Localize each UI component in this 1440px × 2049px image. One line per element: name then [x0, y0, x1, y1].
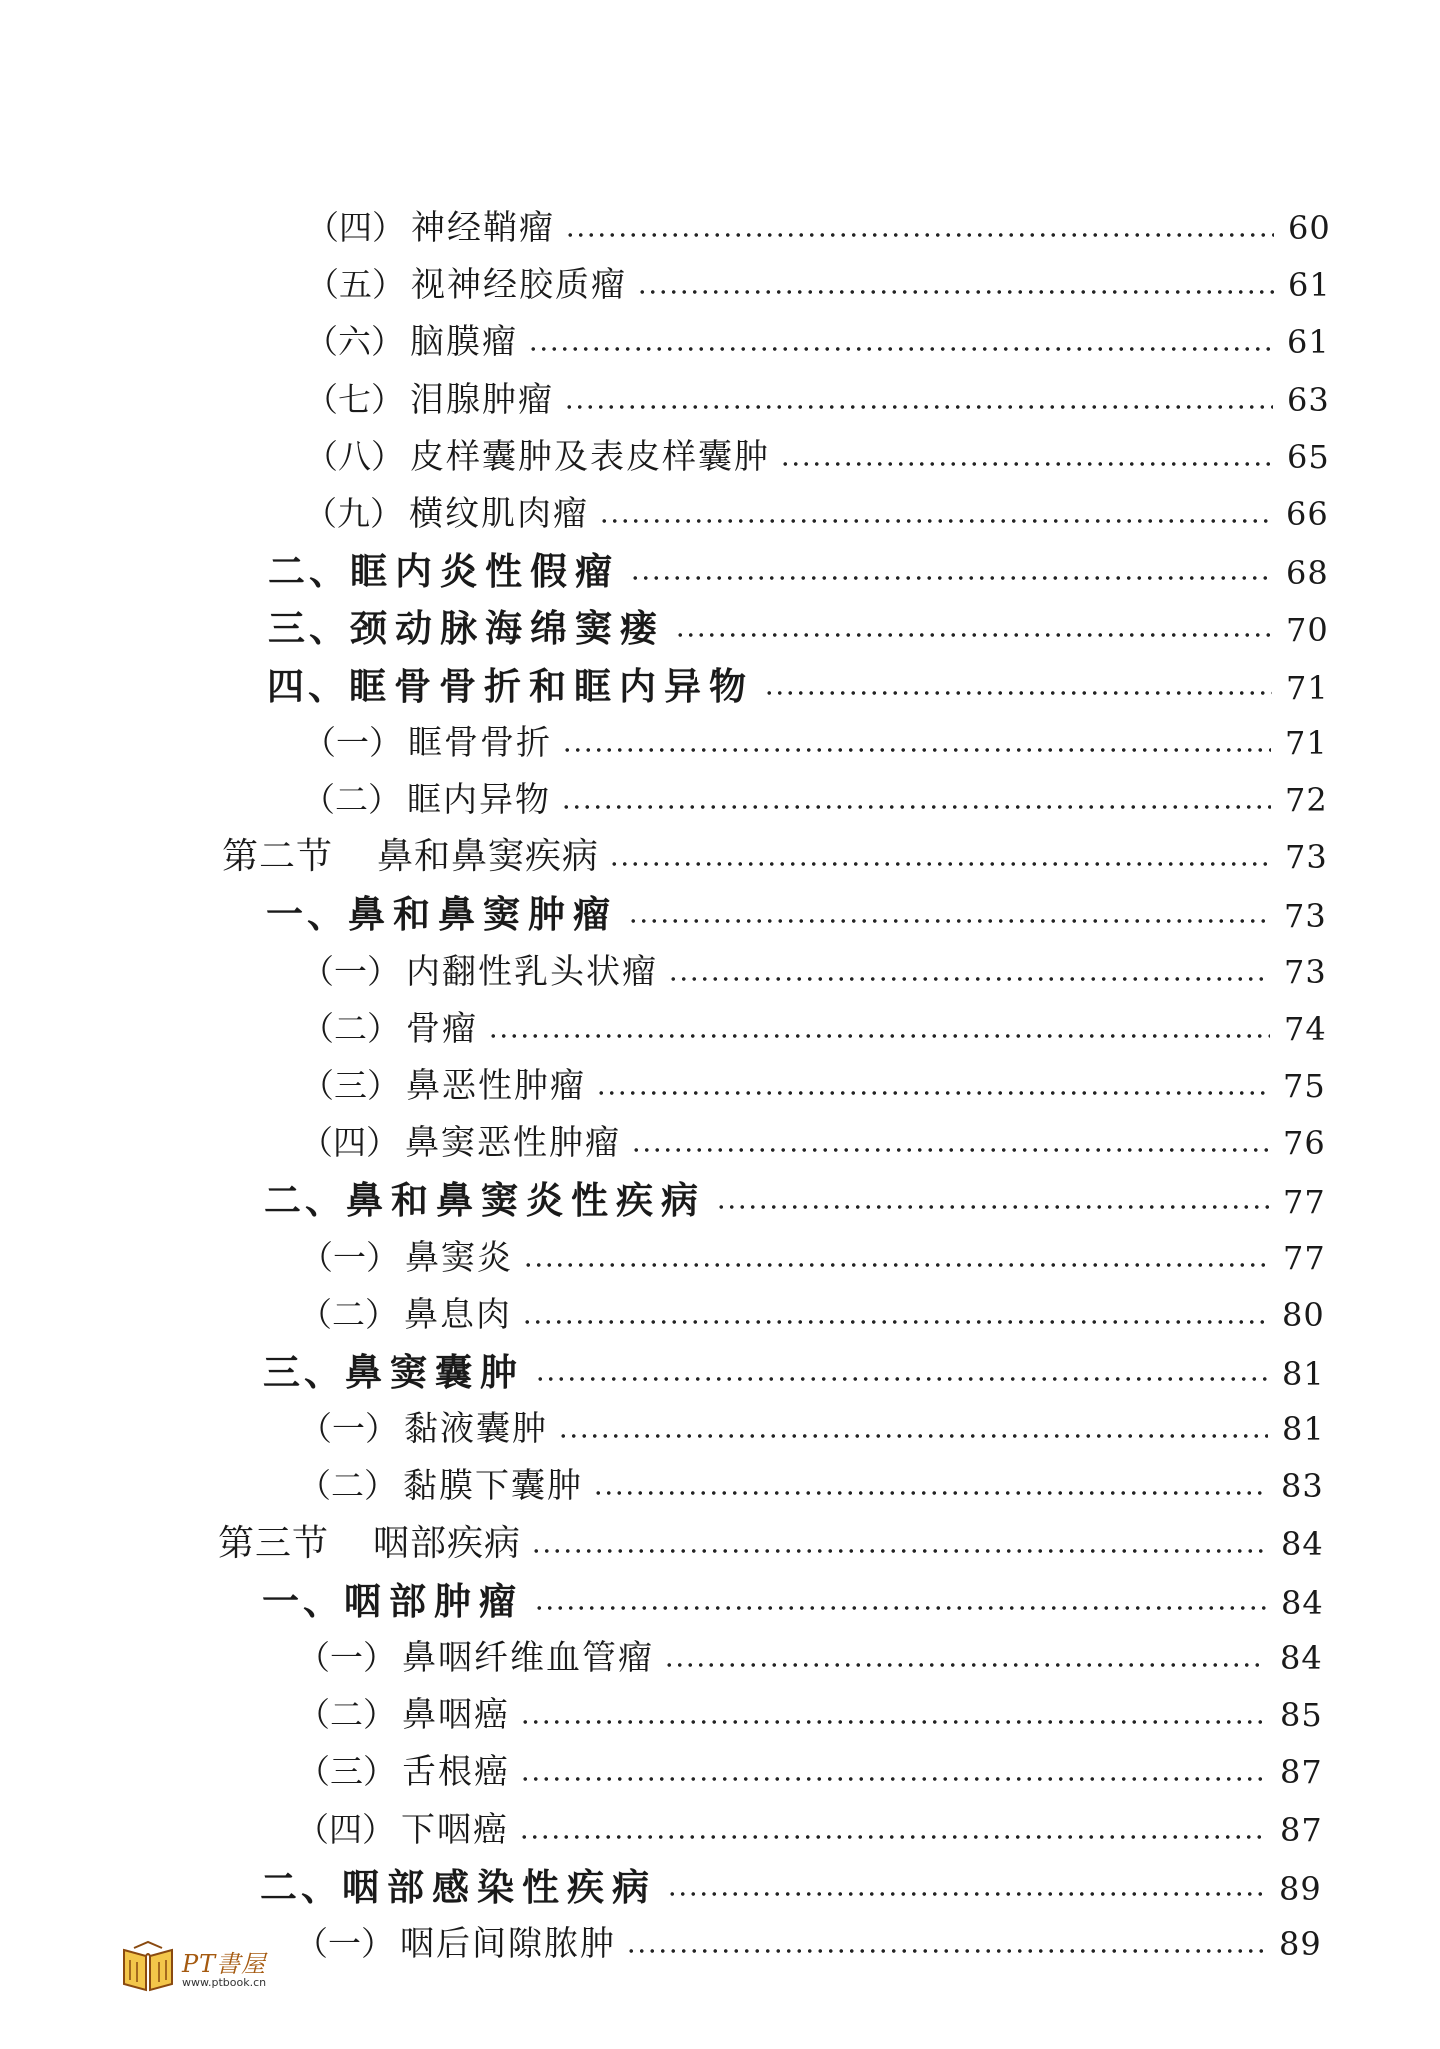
toc-entry[interactable]	[302, 778, 1337, 822]
toc-entry-number: （一）	[301, 952, 400, 991]
dot-leader	[764, 689, 1272, 697]
toc-entry-page-number: 89	[1279, 1925, 1322, 1963]
toc-entry-title: 眶内炎性假瘤	[350, 549, 620, 593]
toc-entry-title: 鼻咽纤维血管瘤	[402, 1638, 654, 1678]
toc-entry-number: 二、	[268, 549, 350, 593]
toc-entry-page-number: 73	[1284, 953, 1327, 991]
toc-entry[interactable]	[260, 1865, 1331, 1909]
toc-entry-title: 眶内异物	[407, 780, 551, 820]
toc-entry[interactable]	[296, 1808, 1332, 1852]
dot-leader	[520, 1775, 1266, 1783]
toc-entry-page-number: 83	[1281, 1467, 1324, 1505]
toc-entry-number: （四）	[296, 1810, 395, 1849]
toc-entry-page-number: 84	[1280, 1639, 1323, 1677]
toc-entry-title: 鼻恶性肿瘤	[406, 1066, 586, 1106]
toc-entry-number: （三）	[301, 1066, 400, 1105]
toc-entry[interactable]	[301, 950, 1336, 994]
toc-entry-number: （三）	[297, 1752, 396, 1791]
toc-entry-title: 鼻和鼻窦肿瘤	[348, 892, 618, 936]
toc-entry-title: 鼻和鼻窦疾病	[377, 836, 600, 877]
watermark-url: www.ptbook.cn	[182, 1976, 267, 1989]
dot-leader	[630, 574, 1272, 582]
dot-leader	[675, 631, 1272, 639]
toc-entry-number: （五）	[306, 265, 405, 304]
toc-entry-number: （八）	[305, 437, 404, 476]
toc-entry-title: 神经鞘瘤	[411, 208, 555, 248]
toc-entry-page-number: 81	[1282, 1355, 1325, 1393]
toc-entry[interactable]	[298, 1464, 1333, 1508]
dot-leader	[664, 1661, 1266, 1669]
toc-entry-page-number: 76	[1283, 1124, 1326, 1162]
toc-entry-page-number: 65	[1287, 438, 1330, 476]
toc-entry-title: 脑膜瘤	[410, 322, 518, 362]
toc-entry[interactable]	[306, 206, 1340, 250]
dot-leader	[780, 460, 1273, 468]
toc-entry-number: （四）	[300, 1123, 399, 1162]
watermark-brand: PT書屋	[182, 1950, 267, 1978]
toc-entry-page-number: 61	[1287, 323, 1330, 361]
toc-entry[interactable]	[305, 378, 1339, 422]
toc-entry[interactable]	[300, 1121, 1335, 1165]
toc-entry-title: 咽部疾病	[373, 1523, 522, 1564]
toc-entry[interactable]	[301, 1064, 1335, 1108]
toc-entry-title: 舌根癌	[402, 1752, 510, 1792]
toc-entry-title: 内翻性乳头状瘤	[406, 952, 658, 992]
dot-leader	[626, 1947, 1265, 1955]
dot-leader	[667, 1890, 1265, 1898]
toc-entry-title: 眶骨骨折	[408, 723, 552, 763]
toc-entry[interactable]	[297, 1636, 1332, 1680]
toc-entry[interactable]	[305, 320, 1339, 364]
toc-entry-title: 鼻咽癌	[402, 1695, 510, 1735]
toc-entry[interactable]	[218, 1522, 1333, 1566]
toc-entry-number: 第二节	[222, 836, 334, 877]
toc-entry-page-number: 87	[1280, 1753, 1323, 1791]
toc-entry-page-number: 61	[1288, 266, 1331, 304]
toc-entry[interactable]	[268, 606, 1338, 650]
toc-entry[interactable]	[301, 1007, 1336, 1051]
dot-leader	[716, 1203, 1269, 1211]
toc-entry-title: 咽部感染性疾病	[342, 1865, 657, 1909]
toc-entry[interactable]	[266, 892, 1336, 936]
toc-entry-title: 泪腺肿瘤	[410, 380, 554, 420]
toc-entry-number: 第三节	[218, 1523, 330, 1564]
toc-entry-number: （四）	[306, 208, 405, 247]
dot-leader	[523, 1261, 1269, 1269]
toc-entry[interactable]	[300, 1236, 1335, 1280]
toc-entry-page-number: 68	[1286, 554, 1329, 592]
toc-entry-page-number: 81	[1282, 1410, 1325, 1448]
dot-leader	[609, 860, 1271, 868]
toc-entry-number: （一）	[300, 1238, 399, 1277]
toc-entry-number: 四、	[267, 664, 349, 708]
toc-entry-title: 皮样囊肿及表皮样囊肿	[410, 437, 770, 477]
dot-leader	[520, 1718, 1266, 1726]
toc-entry[interactable]	[267, 664, 1338, 708]
dot-leader	[596, 1089, 1269, 1097]
toc-entry-title: 咽部肿瘤	[344, 1579, 524, 1623]
dot-leader	[535, 1375, 1268, 1383]
watermark-logo	[120, 1940, 290, 2000]
toc-entry[interactable]	[262, 1579, 1333, 1623]
toc-entry[interactable]	[297, 1750, 1332, 1794]
toc-entry-number: 一、	[262, 1579, 344, 1623]
toc-entry-page-number: 72	[1285, 781, 1328, 819]
dot-leader	[528, 345, 1273, 353]
toc-entry-title: 黏膜下囊肿	[403, 1466, 583, 1506]
toc-entry-page-number: 71	[1286, 669, 1329, 707]
dot-leader	[668, 975, 1270, 983]
dot-leader	[522, 1318, 1268, 1326]
toc-entry-title: 眶骨骨折和眶内异物	[349, 664, 754, 708]
dot-leader	[593, 1489, 1267, 1497]
dot-leader	[534, 1604, 1267, 1612]
toc-entry-number: （二）	[297, 1695, 396, 1734]
dot-leader	[519, 1833, 1266, 1841]
dot-leader	[564, 403, 1273, 411]
toc-entry[interactable]	[299, 1407, 1334, 1451]
dot-leader	[531, 1547, 1267, 1555]
toc-entry-number: （二）	[299, 1295, 398, 1334]
toc-entry-number: （二）	[302, 780, 401, 819]
toc-entry[interactable]	[295, 1922, 1331, 1966]
toc-entry[interactable]	[297, 1693, 1332, 1737]
toc-entry[interactable]	[263, 1350, 1334, 1394]
toc-entry-number: 二、	[260, 1865, 342, 1909]
toc-entry-number: 三、	[268, 606, 350, 650]
toc-entry-page-number: 84	[1281, 1525, 1324, 1563]
toc-entry-title: 鼻窦炎	[405, 1238, 513, 1278]
toc-entry-number: （九）	[304, 494, 403, 533]
toc-entry-page-number: 80	[1282, 1296, 1325, 1334]
toc-entry-number: （六）	[305, 322, 404, 361]
toc-entry-page-number: 71	[1285, 724, 1328, 762]
toc-entry-page-number: 74	[1284, 1010, 1327, 1048]
toc-entry-title: 鼻和鼻窦炎性疾病	[346, 1178, 706, 1222]
toc-entry[interactable]	[268, 549, 1338, 593]
toc-entry-number: （二）	[298, 1466, 397, 1505]
toc-entry-title: 鼻息肉	[404, 1295, 512, 1335]
toc-entry-page-number: 75	[1283, 1067, 1326, 1105]
toc-entry-page-number: 73	[1285, 838, 1328, 876]
toc-entry-page-number: 84	[1281, 1584, 1324, 1622]
toc-entry-title: 黏液囊肿	[404, 1409, 548, 1449]
toc-entry-page-number: 73	[1284, 897, 1327, 935]
toc-entry-number: 一、	[266, 892, 348, 936]
toc-entry[interactable]	[306, 263, 1340, 307]
toc-entry-number: （七）	[305, 380, 404, 419]
toc-entry-page-number: 87	[1280, 1811, 1323, 1849]
dot-leader	[558, 1432, 1268, 1440]
toc-entry-title: 视神经胶质瘤	[411, 265, 627, 305]
book-icon	[120, 1940, 176, 1994]
toc-entry[interactable]	[222, 835, 1337, 879]
toc-entry-title: 下咽癌	[401, 1810, 509, 1850]
dot-leader	[488, 1032, 1270, 1040]
toc-entry-page-number: 63	[1287, 381, 1330, 419]
dot-leader	[631, 1146, 1269, 1154]
toc-entry-page-number: 60	[1288, 209, 1331, 247]
toc-entry-title: 鼻窦囊肿	[345, 1350, 525, 1394]
toc-entry[interactable]	[304, 492, 1338, 536]
dot-leader	[599, 517, 1272, 525]
toc-entry-number: （一）	[295, 1924, 394, 1963]
toc-entry-title: 咽后间隙脓肿	[400, 1924, 616, 1964]
toc-entry[interactable]	[305, 435, 1339, 479]
toc-entry-page-number: 70	[1286, 611, 1329, 649]
toc-entry-page-number: 77	[1283, 1183, 1326, 1221]
dot-leader	[561, 803, 1271, 811]
toc-entry-title: 横纹肌肉瘤	[409, 494, 589, 534]
dot-leader	[628, 917, 1270, 925]
toc-entry[interactable]	[264, 1178, 1335, 1222]
toc-entry-title: 骨瘤	[406, 1009, 478, 1049]
dot-leader	[637, 288, 1274, 296]
toc-entry-title: 颈动脉海绵窦瘘	[350, 606, 665, 650]
toc-entry-title: 鼻窦恶性肿瘤	[405, 1123, 621, 1163]
toc-entry-number: （一）	[299, 1409, 398, 1448]
toc-entry-number: 三、	[263, 1350, 345, 1394]
toc-entry-page-number: 89	[1279, 1870, 1322, 1908]
toc-entry-number: （一）	[303, 723, 402, 762]
toc-entry-number: 二、	[264, 1178, 346, 1222]
toc-entry[interactable]	[299, 1293, 1334, 1337]
toc-entry-page-number: 77	[1283, 1239, 1326, 1277]
toc-entry-page-number: 85	[1280, 1696, 1323, 1734]
toc-entry-page-number: 66	[1286, 495, 1329, 533]
toc-entry-number: （一）	[297, 1638, 396, 1677]
dot-leader	[562, 746, 1271, 754]
dot-leader	[565, 231, 1274, 239]
toc-entry[interactable]	[303, 721, 1337, 765]
toc-entry-number: （二）	[301, 1009, 400, 1048]
